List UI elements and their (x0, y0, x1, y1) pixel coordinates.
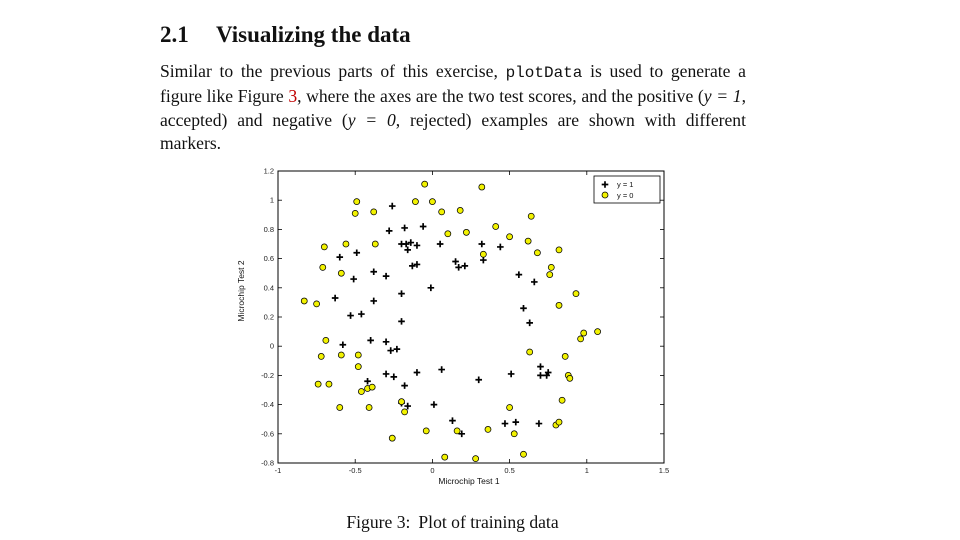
negative-point-marker (301, 298, 307, 304)
section-heading (160, 22, 411, 48)
positive-point-marker (336, 254, 343, 261)
positive-point-marker (512, 419, 519, 426)
positive-point-marker (347, 312, 354, 319)
negative-condition: y = 0 (347, 109, 396, 130)
positive-point-marker (370, 268, 377, 275)
plot-area-frame (278, 171, 664, 463)
positive-condition: y = 1 (703, 86, 742, 107)
negative-point-marker (548, 264, 554, 270)
positive-point-marker (438, 366, 445, 373)
negative-point-marker (479, 184, 485, 190)
negative-point-marker (457, 207, 463, 213)
body-paragraph (160, 60, 746, 155)
x-tick-label: -0.5 (348, 466, 362, 475)
x-axis-label: Microchip Test 1 (438, 476, 500, 486)
positive-point-marker (409, 263, 416, 270)
legend (594, 176, 660, 203)
negative-point-marker (320, 264, 326, 270)
positive-point-marker (404, 247, 411, 254)
negative-point-marker (556, 419, 562, 425)
positive-point-marker (449, 417, 456, 424)
negative-point-marker (463, 229, 469, 235)
positive-point-marker (383, 339, 390, 346)
y-tick-label: 1.2 (263, 166, 274, 176)
negative-point-marker (473, 456, 479, 462)
positive-point-marker (358, 311, 365, 318)
negative-point-marker (445, 231, 451, 237)
positive-point-marker (531, 279, 538, 286)
y-tick-label: -0.2 (261, 370, 274, 380)
positive-point-marker (401, 382, 408, 389)
negative-point-marker (358, 388, 364, 394)
positive-point-marker (383, 371, 390, 378)
positive-point-marker (462, 263, 469, 270)
figure-reference-link[interactable]: 3 (288, 86, 298, 107)
positive-point-marker (537, 372, 544, 379)
negative-point-marker (402, 409, 408, 415)
negative-point-marker (371, 209, 377, 215)
positive-point-marker (537, 363, 544, 370)
negative-point-marker (343, 241, 349, 247)
negative-point-marker (528, 213, 534, 219)
positive-point-marker (350, 276, 357, 283)
negative-point-marker (352, 210, 358, 216)
negative-point-marker (321, 244, 327, 250)
negative-point-marker (578, 336, 584, 342)
positive-point-marker (353, 249, 360, 256)
negative-point-marker (442, 454, 448, 460)
negative-point-marker (525, 238, 531, 244)
section-title: Visualizing the data (216, 22, 411, 47)
x-tick-label: 0 (430, 466, 435, 475)
positive-point-marker (398, 290, 405, 297)
positive-point-marker (387, 347, 394, 354)
negative-point-marker (547, 272, 553, 278)
x-tick-label: -1 (274, 466, 282, 475)
positive-point-marker (414, 369, 421, 376)
positive-point-marker (508, 371, 515, 378)
negative-point-marker (562, 353, 568, 359)
negative-point-marker (372, 241, 378, 247)
negative-point-marker (315, 381, 321, 387)
positive-point-marker (367, 337, 374, 344)
positive-point-marker (437, 241, 444, 248)
y-tick-label: 0.6 (263, 254, 274, 264)
scatter-plot (230, 160, 680, 500)
negative-point-marker (556, 302, 562, 308)
positive-point-marker (404, 403, 411, 410)
positive-point-marker (497, 244, 504, 251)
series-y0-markers (301, 181, 600, 461)
section-number: 2.1 (160, 22, 189, 47)
positive-point-marker (428, 285, 435, 292)
negative-point-marker (429, 199, 435, 205)
y-tick-label: -0.4 (261, 400, 274, 410)
legend-label-positive: y = 1 (617, 180, 634, 189)
negative-point-marker (422, 181, 428, 187)
negative-point-marker (581, 330, 587, 336)
negative-point-marker (338, 352, 344, 358)
positive-point-marker (526, 320, 533, 327)
negative-point-marker (507, 234, 513, 240)
y-tick-label: 0.4 (263, 283, 274, 293)
positive-point-marker (386, 228, 393, 235)
negative-point-marker (338, 270, 344, 276)
positive-point-marker (502, 420, 509, 427)
negative-point-marker (559, 397, 565, 403)
caption-label: Figure 3: (346, 512, 411, 532)
negative-point-marker (493, 223, 499, 229)
negative-point-marker (354, 199, 360, 205)
negative-point-marker (439, 209, 445, 215)
negative-point-marker (355, 364, 361, 370)
positive-point-marker (452, 258, 459, 265)
legend-label-negative: y = 0 (617, 191, 634, 200)
x-tick-label: 1.5 (658, 466, 670, 475)
negative-point-marker (602, 192, 608, 198)
negative-point-marker (337, 405, 343, 411)
paragraph-text: , accepted) and negative ( (160, 86, 746, 130)
y-tick-label: 0.8 (263, 224, 274, 234)
negative-point-marker (412, 199, 418, 205)
positive-point-marker (383, 273, 390, 280)
y-tick-label: 0.2 (263, 312, 274, 322)
positive-point-marker (475, 376, 482, 383)
negative-point-marker (389, 435, 395, 441)
positive-point-marker (431, 401, 438, 408)
positive-point-marker (420, 223, 427, 230)
positive-point-marker (389, 203, 396, 210)
paragraph-text: , where the axes are the two test scores, and the positive ( (297, 86, 704, 107)
positive-point-marker (364, 378, 371, 385)
negative-point-marker (485, 426, 491, 432)
positive-point-marker (340, 341, 347, 348)
negative-point-marker (423, 428, 429, 434)
negative-point-marker (520, 451, 526, 457)
negative-point-marker (567, 375, 573, 381)
series-y1-markers (332, 203, 552, 437)
paragraph-text: Similar to the previous parts of this exercise, (160, 61, 506, 81)
positive-point-marker (398, 318, 405, 325)
x-tick-label: 0.5 (504, 466, 515, 475)
negative-point-marker (399, 399, 405, 405)
negative-point-marker (595, 329, 601, 335)
code-function-name: plotData (505, 64, 583, 82)
negative-point-marker (366, 405, 372, 411)
positive-point-marker (516, 271, 523, 278)
y-tick-label: 1 (269, 195, 274, 205)
positive-point-marker (332, 295, 339, 302)
positive-point-marker (414, 242, 421, 249)
negative-point-marker (511, 431, 517, 437)
negative-point-marker (318, 353, 324, 359)
y-axis-label: Microchip Test 2 (236, 260, 246, 322)
negative-point-marker (314, 301, 320, 307)
negative-point-marker (507, 405, 513, 411)
negative-point-marker (527, 349, 533, 355)
negative-point-marker (454, 428, 460, 434)
positive-point-marker (520, 305, 527, 312)
paragraph-text: , rejected) examples are shown with different markers. (160, 109, 746, 153)
y-tick-label: -0.6 (261, 429, 274, 439)
positive-point-marker (536, 420, 543, 427)
caption-text: Plot of training data (418, 512, 559, 532)
positive-point-marker (391, 374, 398, 381)
figure-caption (0, 512, 905, 533)
negative-point-marker (556, 247, 562, 253)
paragraph-text: is used to generate a figure like Figure (160, 61, 746, 107)
negative-point-marker (326, 381, 332, 387)
negative-point-marker (323, 337, 329, 343)
negative-point-marker (573, 291, 579, 297)
y-tick-label: -0.8 (261, 458, 274, 468)
positive-point-marker (480, 257, 487, 264)
negative-point-marker (480, 251, 486, 257)
negative-point-marker (369, 384, 375, 390)
positive-point-marker (370, 298, 377, 305)
x-tick-label: 1 (584, 466, 589, 475)
negative-point-marker (355, 352, 361, 358)
positive-point-marker (401, 225, 408, 232)
negative-point-marker (534, 250, 540, 256)
positive-point-marker (394, 346, 401, 353)
positive-point-marker (479, 241, 486, 248)
positive-point-marker (455, 264, 462, 271)
y-tick-label: 0 (269, 341, 274, 351)
